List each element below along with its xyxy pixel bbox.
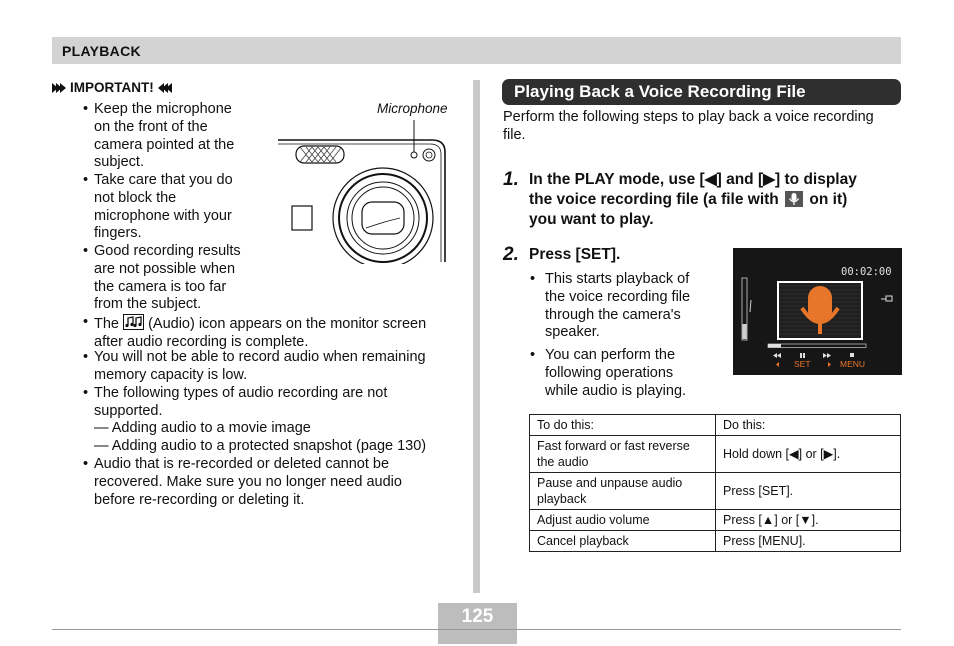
fast-forward-icon [823,353,831,358]
important-bullet-memory: • You will not be able to record audio when remaining memory capacity is low. [83,349,426,383]
playback-progress-bar [768,344,866,348]
important-bullet-2: • Take care that you do not block the microphone with your fingers. [83,172,233,242]
important-bullet-1: • Keep the microphone on the front of the camera pointed at the subject. [83,101,235,171]
table-row [530,531,901,552]
left-arrow-icon [776,362,779,367]
important-bullet-rerecord: • Audio that is re-recorded or deleted cannot be recovered. Make sure you no longer need audio before re-recording or deleting it. [83,456,402,508]
triple-arrow-right-icon [52,83,64,93]
unsupported-types-list [94,420,426,456]
operations-table [529,414,901,552]
audio-icon [123,314,144,330]
table-cell: Fast forward or fast reverse the audio [530,436,716,473]
section-title: Playing Back a Voice Recording File [514,82,806,101]
important-bullet-audio: • The (Audio) icon appears on the monitor screen after audio recording is complete. [83,314,427,350]
important-heading [52,80,172,95]
table-cell: Press [MENU]. [716,531,901,552]
step-2-note-1: • This starts playback of the voice recording file through the camera's speaker. [530,271,691,341]
table-cell: Cancel playback [530,531,716,552]
step-2-text: Press [SET]. [529,246,621,263]
microphone-file-icon [785,191,803,207]
step-2-number: 2. [503,244,519,265]
table-cell: Adjust audio volume [530,510,716,531]
pause-icon [800,353,805,358]
table-row [530,473,901,510]
table-header-row [530,415,901,436]
set-label: SET [794,359,811,369]
menu-label: MENU [840,359,866,369]
step-2-note-2: • You can perform the following operations while audio is playing. [530,347,687,399]
camera-front-illustration [270,118,450,264]
column-divider [473,80,480,593]
protect-icon [881,296,892,301]
footer-rule [52,629,901,630]
table-cell: Pause and unpause audio playback [530,473,716,510]
important-bullet-types: • The following types of audio recording are not supported. [83,385,388,419]
intro-text: Perform the following steps to play back a voice recording file. [503,109,874,143]
triple-arrow-left-icon [160,83,172,93]
audio-thumbnail [777,281,863,340]
column-header: To do this: [530,415,716,436]
table-cell: Press [SET]. [716,473,901,510]
table-row [530,510,901,531]
rewind-icon [773,353,781,358]
step-1-text: In the PLAY mode, use [◀] and [▶] to display the voice recording file (a file with on it) you want to play. [529,171,857,228]
table-row [530,436,901,473]
stop-icon [850,353,854,357]
camera-screen-playback [733,248,902,375]
right-arrow-icon [828,362,831,367]
section-header-bar [52,37,901,64]
list-item: — Adding audio to a movie image [94,420,311,436]
playback-time: 00:02:00 [841,266,892,278]
important-bullet-3: • Good recording results are not possible when the camera is too far from the subject. [83,243,241,313]
microphone-label: Microphone [377,101,448,116]
list-item: — Adding audio to a protected snapshot (page 130) [94,437,427,454]
section-header: PLAYBACK [62,43,141,59]
important-label: IMPORTANT! [70,80,154,95]
step-1-number: 1. [503,169,519,190]
volume-meter [742,278,751,340]
page-number: 125 [461,606,494,627]
table-cell: Press [▲] or [▼]. [716,510,901,531]
table-cell: Hold down [◀] or [▶]. [716,436,901,473]
column-header: Do this: [716,415,901,436]
